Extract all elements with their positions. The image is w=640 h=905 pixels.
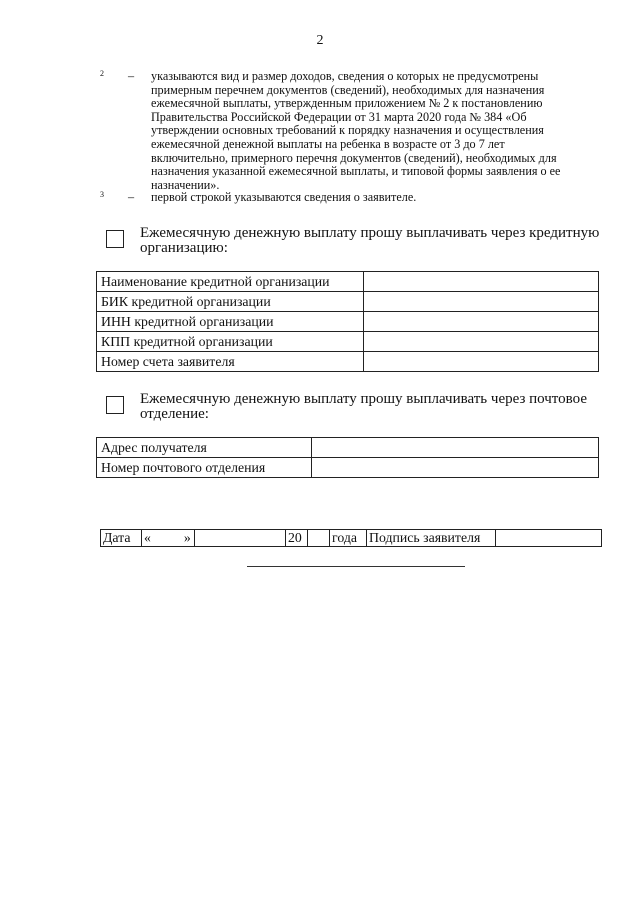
post-payment-option xyxy=(106,392,616,421)
month-field[interactable] xyxy=(195,530,286,547)
quote-open: « xyxy=(144,530,151,545)
signature-field[interactable] xyxy=(496,530,602,547)
kpp-label: КПП кредитной организации xyxy=(97,332,364,352)
footnote-mark: 2 xyxy=(100,69,104,78)
footnote-text: указываются вид и размер доходов, сведения о которых не предусмотрены примерным перечнем документов (сведений), необходимых для назначения ежемесячной выплаты, утвержденным приложением № 2 к постановлению Правительства Российской Федерации от 31 марта 2020 года № 384 «Об утверждении основных требований к порядку назначения и осуществления ежемесячной денежной выплаты на ребенка в возрасте от 3 до 7 лет включительно, примерного перечня документов (сведений), необходимых для назначения указанной ежемесячной выплаты, и типовой формы заявления о ее назначении». xyxy=(151,69,561,192)
footnote-2 xyxy=(100,70,580,192)
account-number-label: Номер счета заявителя xyxy=(97,352,364,372)
footnote-3 xyxy=(100,191,580,205)
table-row xyxy=(97,458,599,478)
bik-label: БИК кредитной организации xyxy=(97,292,364,312)
table-row xyxy=(101,530,602,547)
inn-label: ИНН кредитной организации xyxy=(97,312,364,332)
table-row xyxy=(97,332,599,352)
footnote-text: первой строкой указываются сведения о заявителе. xyxy=(151,190,417,204)
quote-close: » xyxy=(183,530,191,545)
year-suffix: года xyxy=(330,530,367,547)
table-row xyxy=(97,438,599,458)
footnote-dash: – xyxy=(128,69,135,83)
recipient-address-field[interactable] xyxy=(312,438,599,458)
kpp-field[interactable] xyxy=(364,332,599,352)
bank-name-label: Наименование кредитной организации xyxy=(97,272,364,292)
bank-name-field[interactable] xyxy=(364,272,599,292)
table-row xyxy=(97,312,599,332)
post-payment-checkbox[interactable] xyxy=(106,396,124,414)
footnote-mark: 3 xyxy=(100,190,104,199)
signature-line xyxy=(247,566,465,567)
account-number-field[interactable] xyxy=(364,352,599,372)
date-label: Дата xyxy=(101,530,142,547)
footnote-dash: – xyxy=(128,190,135,204)
table-row xyxy=(97,292,599,312)
bank-payment-label: Ежемесячную денежную выплату прошу выплачивать через кредитную организацию: xyxy=(140,225,600,256)
day-field[interactable] xyxy=(142,530,195,547)
bank-payment-checkbox[interactable] xyxy=(106,230,124,248)
post-payment-label: Ежемесячную денежную выплату прошу выплачивать через почтовое отделение: xyxy=(140,391,587,422)
bik-field[interactable] xyxy=(364,292,599,312)
post-office-number-field[interactable] xyxy=(312,458,599,478)
recipient-address-label: Адрес получателя xyxy=(97,438,312,458)
table-row xyxy=(97,272,599,292)
year-prefix: 20 xyxy=(286,530,308,547)
page-number: 2 xyxy=(316,33,324,48)
post-office-number-label: Номер почтового отделения xyxy=(97,458,312,478)
year-field[interactable] xyxy=(308,530,330,547)
post-details-table xyxy=(96,437,599,478)
inn-field[interactable] xyxy=(364,312,599,332)
bank-details-table xyxy=(96,271,599,372)
signature-label: Подпись заявителя xyxy=(367,530,496,547)
bank-payment-option xyxy=(106,226,616,255)
table-row xyxy=(97,352,599,372)
date-signature-row xyxy=(100,529,602,547)
